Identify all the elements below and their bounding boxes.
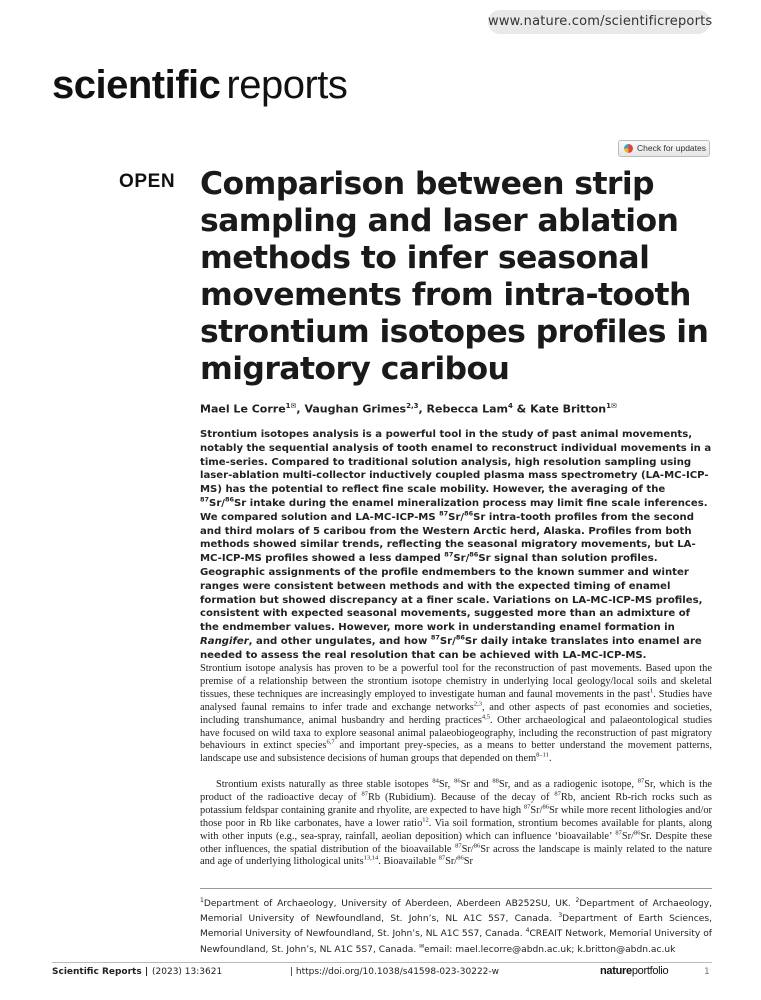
affiliations: $^1$Department of Archaeology, University of Aberdeen, Aberdeen AB252SU, UK. $^2$Department of Archaeology, Memorial University of Newfoundland, St. John’s, NL A1C 5S7, Canada. $^3$Department of Earth Sciences, Memorial University of Newfoundland, St. John’s, NL A1C 5S7, Canada. $^4$CREAIT Network, Memorial University of Newfoundland, St. John’s, NL A1C 5S7, Canada. ✉email: mael.lecorre@abdn.ac.uk; k.britton@abdn.ac.uk bbox=[200, 897, 713, 955]
footer-volume: (2023) 13:3621 bbox=[152, 967, 223, 977]
author-name[interactable]: Rebecca Lam bbox=[426, 402, 508, 416]
author-list: Mael Le Corre$^{1✉}$, Vaughan Grimes$^{2,3}$, Rebecca Lam$^4$ & Kate Britton$^{1✉}$ bbox=[200, 402, 617, 416]
article-title: Comparison between strip sampling and laser ablation methods to infer seasonal movements from intra-tooth strontium isotopes profiles in migratory caribou bbox=[200, 166, 709, 387]
brand-bold: scientific bbox=[52, 63, 221, 107]
brand-light: reports bbox=[226, 63, 348, 107]
check-updates-label: Check for updates bbox=[637, 143, 706, 153]
publisher-bold: nature bbox=[600, 965, 632, 977]
check-for-updates-button[interactable] bbox=[618, 140, 710, 157]
journal-url[interactable]: www.nature.com/scientificreports bbox=[488, 10, 710, 34]
body-paragraph-1: Strontium isotope analysis has proven to be a powerful tool for the reconstruction of past movements. Based upon the premise of a relationship between the strontium isotope chemistry in underlying local geology/local soils and skeletal tissues, these techniques are increasingly employed to investigate human and faunal movements in the past$^1$. Studies have analysed faunal remains to infer trade and exchange networks$^{2,3}$, and other aspects of past economies and societies, including transhumance, animal husbandry and herding practices$^{4,5}$. Other archaeological and palaeontological studies have focused on wild taxa to explore seasonal animal palaeobiogeography, including the reconstruction of past migratory behaviours in extinct species$^{6,7}$ and important prey-species, as a means to better understand the movement patterns, landscape use and subsistence decisions of human groups that depended on them$^{8-11}$. bbox=[200, 663, 713, 765]
footer-divider bbox=[52, 962, 712, 963]
body-paragraph-2: Strontium exists naturally as three stable isotopes $^{84}$Sr, $^{86}$Sr and $^{88}$Sr, and as a radiogenic isotope, $^{87}$Sr, which is the product of the radioactive decay of $^{87}$Rb (Rubidium). Because of the decay of $^{87}$Rb, ancient Rb-rich rocks such as potassium feldspar containing granite and rhyolite, are expected to have high $^{87}$Sr/$^{86}$Sr while more recent lithologies and/or those poor in Rb like carbonates, have a lower ratio$^{12}$. Via soil formation, strontium becomes available for plants, along with other inputs (e.g., sea-spray, rainfall, aeolian deposition) which can influence ‘bioavailable’ $^{87}$Sr/$^{86}$Sr. Despite these other influences, the spatial distribution of the bioavailable $^{87}$Sr/$^{86}$Sr across the landscape is mainly related to the nature and age of underlying lithological units$^{13,14}$. Bioavailable $^{87}$Sr/$^{86}$Sr bbox=[200, 777, 712, 868]
footer-journal: Scientific Reports | bbox=[52, 967, 149, 977]
publisher-logo bbox=[600, 965, 668, 977]
affiliation-divider bbox=[200, 888, 712, 889]
crossmark-icon bbox=[624, 144, 633, 153]
page-number: 1 bbox=[704, 967, 710, 977]
journal-brand-logo bbox=[52, 62, 347, 108]
publisher-light: portfolio bbox=[631, 965, 669, 977]
footer-doi-link[interactable]: | https://doi.org/10.1038/s41598-023-30222-w bbox=[290, 967, 500, 977]
author-name[interactable]: Kate Britton bbox=[530, 402, 607, 416]
abstract: Strontium isotopes analysis is a powerful tool in the study of past animal movements, notably the sequential analysis of tooth enamel to reconstruct individual movements in a time-series. Compared to traditional solution analysis, high resolution sampling using laser-ablation multi-collector inductively coupled plasma mass spectrometry (LA-MC-ICP-MS) has the potential to reflect fine scale mobility. However, the averaging of the $^{87}$Sr/$^{86}$Sr intake during the enamel mineralization process may limit fine scale inferences. We compared solution and LA-MC-ICP-MS $^{87}$Sr/$^{86}$Sr intra-tooth profiles from the second and third molars of 5 caribou from the Western Arctic herd, Alaska. Profiles from both methods showed similar trends, reflecting the seasonal migratory movements, but LA-MC-ICP-MS profiles showed a less damped $^{87}$Sr/$^{86}$Sr signal than solution profiles. Geographic assignments of the profile endmembers to the known summer and winter ranges were consistent between methods and with the expected timing of enamel formation but showed discrepancy at a finer scale. Variations on LA-MC-ICP-MS profiles, consistent with expected seasonal movements, suggested more than an admixture of the endmember values. However, more work in understanding enamel formation in Rangifer, and other ungulates, and how $^{87}$Sr/$^{86}$Sr daily intake translates into enamel are needed to assess the real resolution that can be achieved with LA-MC-ICP-MS. bbox=[200, 429, 712, 661]
open-access-label: OPEN bbox=[119, 171, 176, 192]
author-name[interactable]: Vaughan Grimes bbox=[304, 402, 407, 416]
author-name[interactable]: Mael Le Corre bbox=[200, 402, 286, 416]
